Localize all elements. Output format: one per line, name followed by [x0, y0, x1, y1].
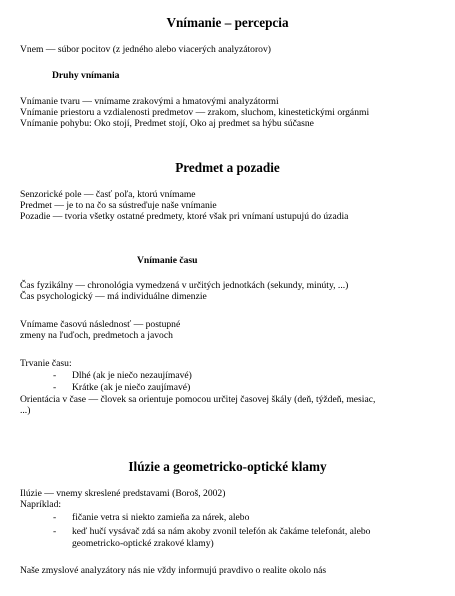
closing-line: Naše zmyslové analyzátory nás nie vždy informujú pravdivo o realite okolo nás: [20, 565, 327, 576]
figure-ground-list: [20, 189, 445, 223]
text-line: Napríklad:: [20, 499, 62, 511]
bullet-text-continued: geometricko-optické zrakové klamy): [72, 538, 214, 549]
list-item: Senzorické pole — časť poľa, ktorú vnímame: [20, 189, 196, 200]
text-line: Vnímame časovú následnosť — postupné: [20, 319, 181, 330]
duration-label: Trvanie času:: [20, 358, 72, 369]
bullet-dash: -: [53, 512, 57, 523]
list-item: Vnímanie priestoru a vzdialenosti predmetov — zrakom, sluchom, kinestetickými orgánmi: [20, 107, 370, 119]
orientation-paragraph: [20, 394, 445, 416]
section-title-illusions: Ilúzie a geometricko-optické klamy: [128, 459, 327, 474]
bullet-text: fičanie vetra si niekto zamieňa za nárek, alebo: [72, 512, 250, 523]
definition-line: Vnem — súbor pocitov (z jedného alebo viacerých analyzátorov): [20, 44, 271, 55]
list-item: Vnímanie tvaru — vnímame zrakovými a hmatovými analyzátormi: [20, 96, 279, 107]
time-sequence-paragraph: [20, 319, 445, 341]
text-line: zmeny na ľuďoch, predmetoch a javoch: [20, 330, 173, 342]
bullet-text: Krátke (ak je niečo zaujímavé): [72, 382, 191, 393]
text-line: Orientácia v čase — človek sa orientuje pomocou určitej časovej škály (deň, týždeň, mesiac,: [20, 394, 376, 405]
subheading-perception-types: Druhy vnímania: [52, 70, 120, 81]
text-line: ...): [20, 405, 31, 417]
list-item: Vnímanie pohybu: Oko stojí, Predmet stojí, Oko aj predmet sa hýbu súčasne: [20, 118, 314, 130]
text-line: Ilúzie — vnemy skreslené predstavami (Boroš, 2002): [20, 488, 226, 499]
bullet-dash: -: [53, 370, 57, 381]
bullet-text: Dlhé (ak je niečo nezaujímavé): [72, 370, 192, 381]
time-types-list: [20, 280, 445, 302]
list-item: Čas psychologický — má individuálne dimenzie: [20, 291, 207, 303]
list-item: Predmet — je to na čo sa sústreďuje naše vnímanie: [20, 200, 217, 212]
bullet-text: keď hučí vysávač zdá sa nám akoby zvonil telefón ak čakáme telefonát, alebo: [72, 526, 371, 537]
list-item: Čas fyzikálny — chronológia vymedzená v určitých jednotkách (sekundy, minúty, ...): [20, 280, 349, 291]
bullet-dash: -: [53, 382, 57, 393]
perception-types-list: [20, 96, 445, 130]
section-title-figure-ground: Predmet a pozadie: [175, 160, 280, 175]
bullet-dash: -: [53, 526, 57, 537]
subheading-time-perception: Vnímanie času: [137, 255, 198, 266]
section-title-perception: Vnímanie – percepcia: [166, 15, 289, 30]
illusions-intro: [20, 488, 445, 510]
list-item: Pozadie — tvoria všetky ostatné predmety, ktoré však pri vnímaní ustupujú do úzadia: [20, 211, 349, 223]
